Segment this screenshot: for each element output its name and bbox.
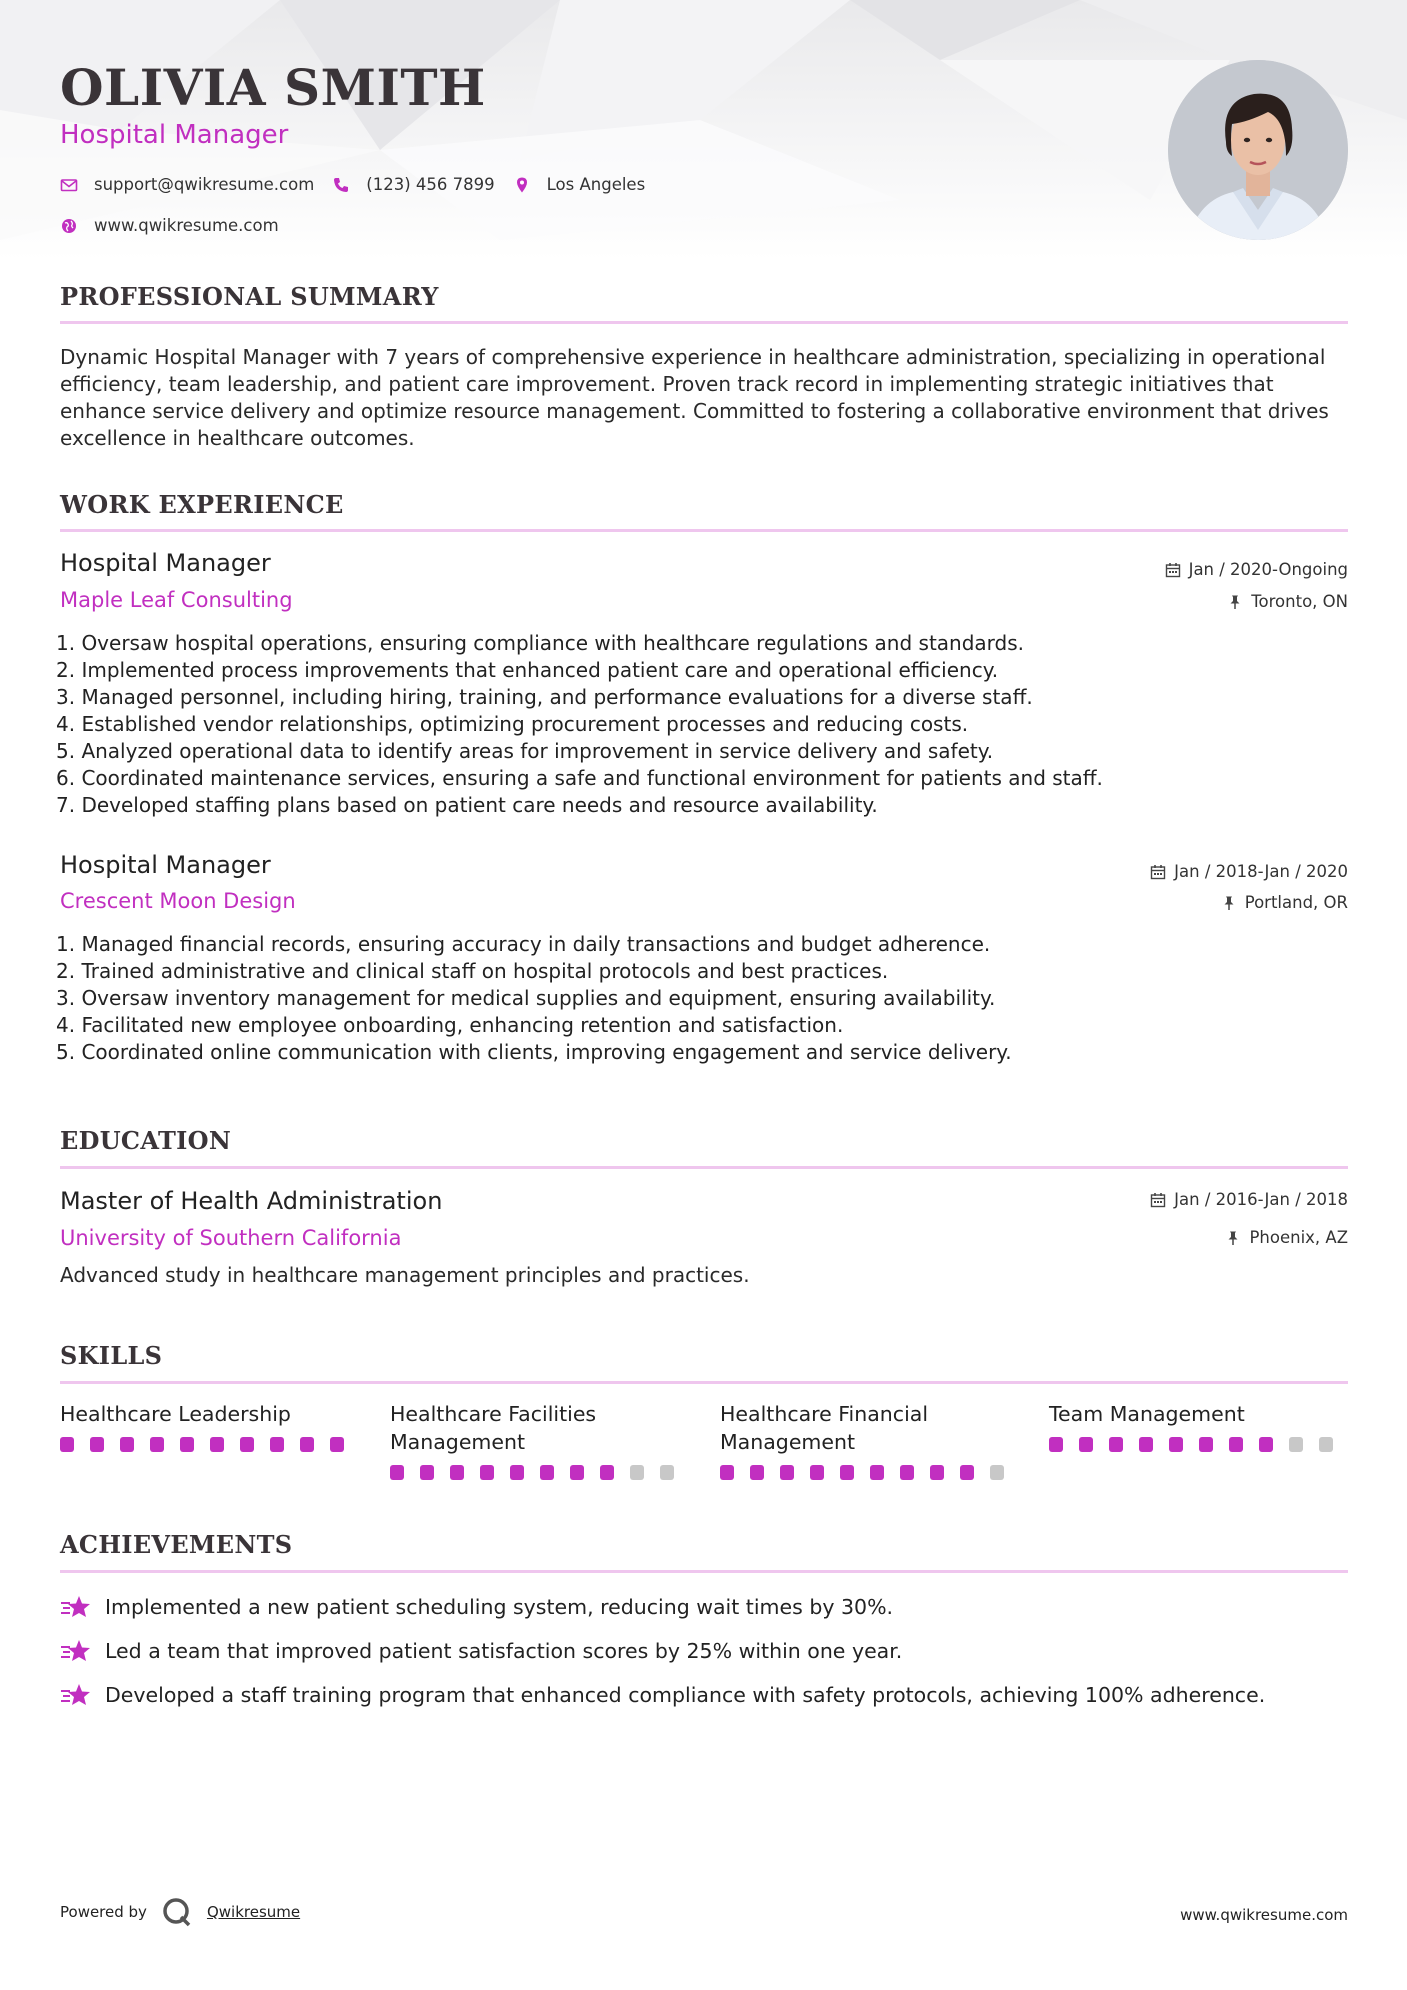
job-1-title: Hospital Manager [60, 549, 271, 577]
skill-dot-filled [870, 1465, 884, 1480]
calendar-icon [1165, 562, 1181, 578]
phone-text: (123) 456 7899 [366, 175, 495, 194]
education-divider [60, 1166, 1348, 1169]
experience-heading: WORK EXPERIENCE [60, 490, 344, 519]
achievement-text: Led a team that improved patient satisfaction scores by 25% within one year. [105, 1639, 903, 1663]
skills-divider [60, 1381, 1348, 1384]
skill-dot-filled [1259, 1437, 1273, 1452]
job-1-location-text: Toronto, ON [1251, 592, 1348, 611]
skill-dot-filled [480, 1465, 494, 1480]
skill-dot-empty [630, 1465, 644, 1480]
job-1-location [1227, 592, 1348, 611]
pushpin-icon [1225, 1230, 1241, 1246]
skill-label: Healthcare Financial Management [720, 1402, 929, 1454]
achievements-heading: ACHIEVEMENTS [60, 1530, 293, 1559]
skill-dot-filled [90, 1437, 104, 1452]
education-location-text: Phoenix, AZ [1249, 1228, 1348, 1247]
job-2-date [1150, 862, 1348, 881]
candidate-name: OLIVIA SMITH [60, 58, 486, 117]
star-icon [60, 1638, 92, 1664]
skill-dot-filled [300, 1437, 314, 1452]
job-1-date [1165, 560, 1348, 579]
footer-website[interactable]: www.qwikresume.com [1180, 1906, 1348, 1924]
summary-divider [60, 321, 1348, 324]
skill-dot-filled [1079, 1437, 1093, 1452]
skill-dot-filled [1169, 1437, 1183, 1452]
skill-dot-filled [1139, 1437, 1153, 1452]
skill-dot-filled [420, 1465, 434, 1480]
skill-label: Healthcare Facilities Management [390, 1402, 597, 1454]
job-2-bullets [56, 931, 1012, 1066]
star-icon [60, 1682, 92, 1708]
achievement-text: Developed a staff training program that enhanced compliance with safety protocols, achieving 100% adherence. [105, 1683, 1266, 1707]
job-2-location-text: Portland, OR [1244, 893, 1348, 912]
education-date-text: Jan / 2016-Jan / 2018 [1174, 1190, 1348, 1209]
skill-dot-empty [1319, 1437, 1333, 1452]
education-date [1150, 1190, 1348, 1209]
education-school: University of Southern California [60, 1226, 402, 1250]
calendar-icon [1150, 864, 1166, 880]
job-1-date-text: Jan / 2020-Ongoing [1188, 560, 1348, 579]
skills-heading: SKILLS [60, 1341, 163, 1370]
achievement-text: Implemented a new patient scheduling system, reducing wait times by 30%. [105, 1595, 894, 1619]
skill-dot-filled [390, 1465, 404, 1480]
skill-label: Healthcare Leadership [60, 1402, 291, 1426]
list-item: 3. Managed personnel, including hiring, training, and performance evaluations for a diverse staff. [56, 685, 1033, 709]
skill-dot-filled [960, 1465, 974, 1480]
skill-dot-filled [450, 1465, 464, 1480]
skill-rating [390, 1465, 690, 1480]
list-item: 3. Oversaw inventory management for medical supplies and equipment, ensuring availability. [56, 986, 996, 1010]
profile-photo [1168, 60, 1348, 240]
pushpin-icon [1221, 895, 1237, 911]
pushpin-icon [1227, 594, 1243, 610]
skill-dot-filled [750, 1465, 764, 1480]
skill-dot-filled [210, 1437, 224, 1452]
qwikresume-logo-icon [161, 1896, 193, 1928]
calendar-icon [1150, 1192, 1166, 1208]
skill-dot-filled [780, 1465, 794, 1480]
contact-phone[interactable] [332, 175, 494, 194]
contact-email[interactable] [60, 175, 314, 194]
powered-by-text: Powered by [60, 1903, 147, 1921]
education-heading: EDUCATION [60, 1126, 232, 1155]
achievements-divider [60, 1570, 1348, 1573]
skill-dot-filled [930, 1465, 944, 1480]
skill-dot-filled [810, 1465, 824, 1480]
achievement-item [60, 1682, 1265, 1708]
experience-divider [60, 529, 1348, 532]
envelope-icon [60, 176, 78, 194]
job-2-location [1221, 893, 1348, 912]
list-item: 5. Analyzed operational data to identify areas for improvement in service delivery and safety. [56, 739, 994, 763]
phone-icon [332, 176, 350, 194]
skill-item [720, 1400, 1020, 1480]
skill-dot-filled [540, 1465, 554, 1480]
skill-dot-filled [720, 1465, 734, 1480]
skill-rating [60, 1437, 360, 1452]
education-description: Advanced study in healthcare management principles and practices. [60, 1263, 750, 1287]
skill-dot-filled [60, 1437, 74, 1452]
skill-dot-filled [1199, 1437, 1213, 1452]
skill-item [390, 1400, 690, 1480]
achievement-item [60, 1638, 902, 1664]
skills-grid [60, 1400, 1350, 1510]
qwikresume-link[interactable]: Qwikresume [206, 1903, 301, 1921]
job-2-title: Hospital Manager [60, 851, 271, 879]
candidate-role: Hospital Manager [60, 120, 289, 150]
list-item: 1. Oversaw hospital operations, ensuring compliance with healthcare regulations and standards. [56, 631, 1025, 655]
list-item: 2. Trained administrative and clinical staff on hospital protocols and best practices. [56, 959, 889, 983]
achievement-item [60, 1594, 893, 1620]
skill-rating [720, 1465, 1020, 1480]
list-item: 4. Established vendor relationships, optimizing procurement processes and reducing costs. [56, 712, 969, 736]
footer-powered-by [60, 1896, 300, 1928]
list-item: 6. Coordinated maintenance services, ensuring a safe and functional environment for patients and staff. [56, 766, 1103, 790]
contact-website[interactable] [60, 216, 279, 235]
education-location [1225, 1228, 1348, 1247]
skill-dot-filled [330, 1437, 344, 1452]
skill-rating [1049, 1437, 1349, 1452]
skill-dot-filled [600, 1465, 614, 1480]
skill-dot-filled [900, 1465, 914, 1480]
skill-item [60, 1400, 360, 1452]
list-item: 1. Managed financial records, ensuring accuracy in daily transactions and budget adherence. [56, 932, 991, 956]
skill-dot-empty [660, 1465, 674, 1480]
list-item: 4. Facilitated new employee onboarding, enhancing retention and satisfaction. [56, 1013, 844, 1037]
summary-heading: PROFESSIONAL SUMMARY [60, 282, 439, 311]
skill-label: Team Management [1049, 1402, 1245, 1426]
map-pin-icon [513, 176, 531, 194]
list-item: 7. Developed staffing plans based on patient care needs and resource availability. [56, 793, 878, 817]
contact-row [60, 175, 663, 194]
skill-item [1049, 1400, 1349, 1452]
summary-text: Dynamic Hospital Manager with 7 years of comprehensive experience in healthcare administration, specializing in operational efficiency, team leadership, and patient care improvement. Proven track record in implementing strategic initiatives that enhance service delivery and optimize resource management. Committed to fostering a collaborative environment that drives excellence in healthcare outcomes. [60, 345, 1329, 450]
skill-dot-filled [120, 1437, 134, 1452]
skill-dot-filled [840, 1465, 854, 1480]
skill-dot-empty [1289, 1437, 1303, 1452]
skill-dot-filled [570, 1465, 584, 1480]
globe-icon [60, 217, 78, 235]
skill-dot-filled [270, 1437, 284, 1452]
skill-dot-filled [240, 1437, 254, 1452]
job-2-date-text: Jan / 2018-Jan / 2020 [1174, 862, 1348, 881]
skill-dot-filled [510, 1465, 524, 1480]
location-text: Los Angeles [546, 175, 646, 194]
job-1-bullets [56, 630, 1103, 819]
list-item: 2. Implemented process improvements that enhanced patient care and operational efficiency. [56, 658, 999, 682]
job-2-company: Crescent Moon Design [60, 889, 296, 913]
skill-dot-filled [1109, 1437, 1123, 1452]
skill-dot-empty [990, 1465, 1004, 1480]
email-text: support@qwikresume.com [94, 175, 315, 194]
skill-dot-filled [180, 1437, 194, 1452]
list-item: 5. Coordinated online communication with clients, improving engagement and service delivery. [56, 1040, 1012, 1064]
skill-dot-filled [150, 1437, 164, 1452]
education-degree: Master of Health Administration [60, 1187, 443, 1215]
star-icon [60, 1594, 92, 1620]
skill-dot-filled [1229, 1437, 1243, 1452]
contact-row-2 [60, 216, 297, 235]
job-1-company: Maple Leaf Consulting [60, 588, 293, 612]
skill-dot-filled [1049, 1437, 1063, 1452]
website-text: www.qwikresume.com [94, 216, 279, 235]
contact-location [513, 175, 646, 194]
